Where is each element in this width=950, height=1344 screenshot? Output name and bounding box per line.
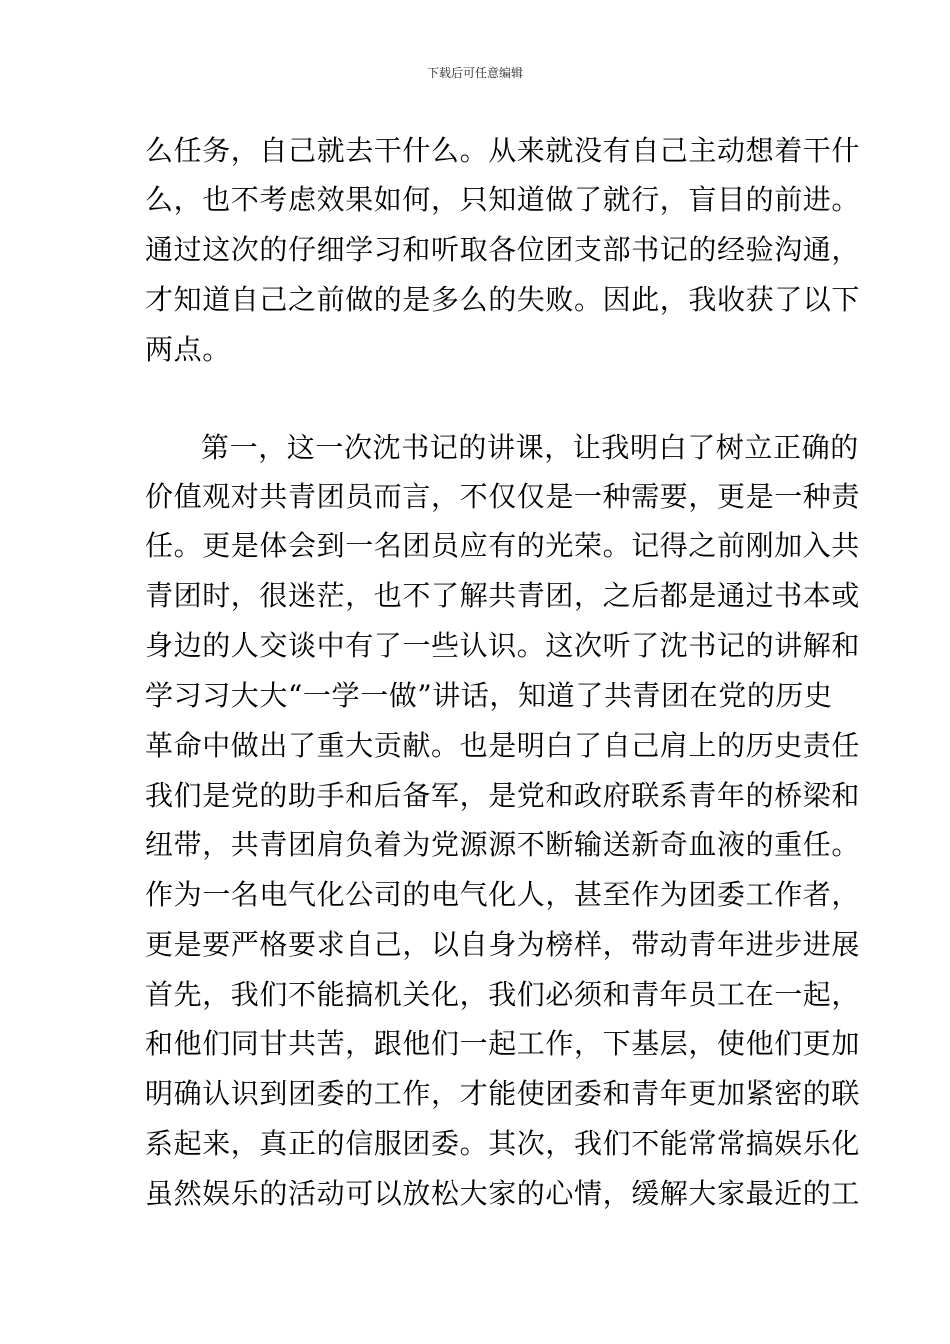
- page-header-note: 下载后可任意编辑: [426, 66, 523, 80]
- paragraph-2-line: 更是要严格要求自己，以自身为榜样，带动青年进步进展: [145, 928, 861, 961]
- paragraph-2-line: 纽带，共青团肩负着为党源源不断输送新奇血液的重任。: [145, 828, 861, 861]
- paragraph-2-line: 作为一名电气化公司的电气化人，甚至作为团委工作者，: [145, 878, 861, 911]
- paragraph-2-line: 和他们同甘共苦，跟他们一起工作，下基层，使他们更加: [145, 1027, 861, 1060]
- paragraph-2-line: 虽然娱乐的活动可以放松大家的心情，缓解大家最近的工: [145, 1177, 861, 1210]
- paragraph-2-first-line: 第一，这一次沈书记的讲课，让我明白了树立正确的: [201, 431, 859, 464]
- paragraph-2-line: 系起来，真正的信服团委。其次，我们不能常常搞娱乐化: [145, 1127, 861, 1160]
- paragraph-1-line: 两点。: [145, 333, 231, 366]
- paragraph-1-line: 才知道自己之前做的是多么的失败。因此，我收获了以下: [145, 283, 861, 316]
- paragraph-1-line: 么，也不考虑效果如何，只知道做了就行，盲目的前进。: [145, 183, 861, 216]
- paragraph-2-line: 身边的人交谈中有了一些认识。这次听了沈书记的讲解和: [145, 629, 861, 662]
- paragraph-2-line: 革命中做出了重大贡献。也是明白了自己肩上的历史责任: [145, 729, 861, 762]
- paragraph-2-line: 任。更是体会到一名团员应有的光荣。记得之前刚加入共: [145, 529, 861, 562]
- paragraph-2-line: 价值观对共青团员而言，不仅仅是一种需要，更是一种责: [145, 480, 861, 513]
- paragraph-2-line: 首先，我们不能搞机关化，我们必须和青年员工在一起，: [145, 978, 861, 1011]
- paragraph-2-line: 我们是党的助手和后备军，是党和政府联系青年的桥梁和: [145, 779, 861, 812]
- paragraph-1-line: 么任务，自己就去干什么。从来就没有自己主动想着干什: [145, 134, 861, 167]
- paragraph-2-line: 学习习大大“一学一做”讲话，知道了共青团在党的历史: [145, 679, 833, 712]
- paragraph-2-line: 青团时，很迷茫，也不了解共青团，之后都是通过书本或: [145, 579, 861, 612]
- paragraph-2-line: 明确认识到团委的工作，才能使团委和青年更加紧密的联: [145, 1077, 861, 1110]
- paragraph-1-line: 通过这次的仔细学习和听取各位团支部书记的经验沟通，: [145, 233, 861, 266]
